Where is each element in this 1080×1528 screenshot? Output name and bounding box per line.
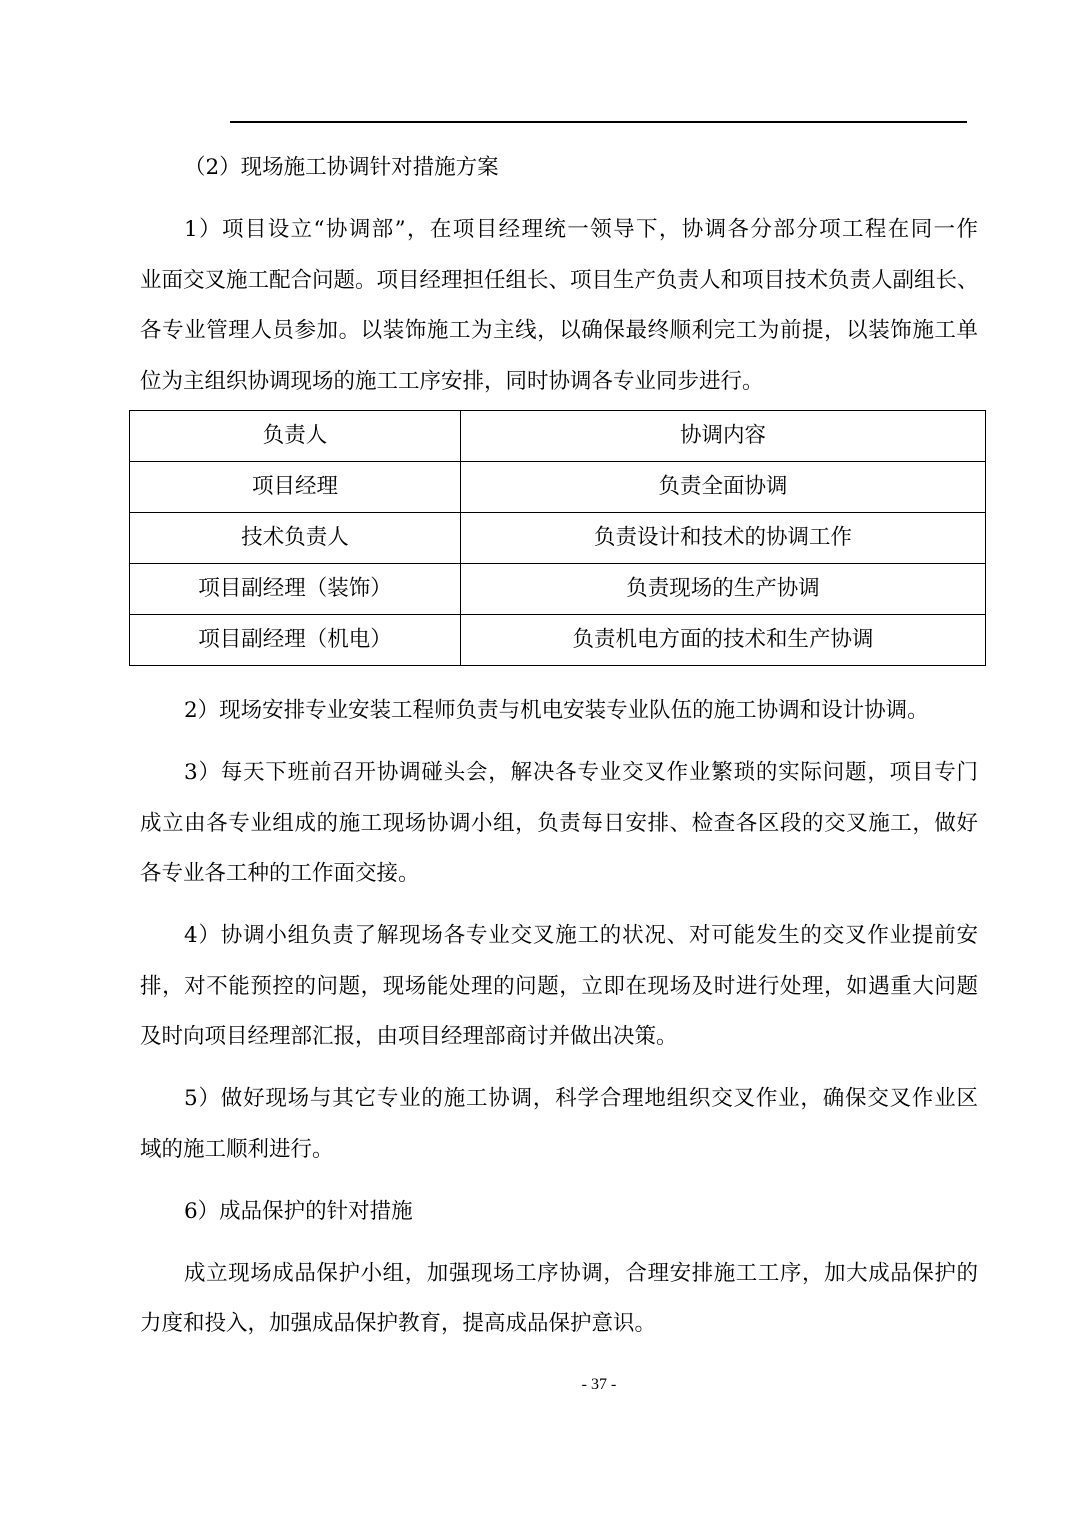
page-number: - 37 - xyxy=(581,1376,617,1393)
paragraph-line: 及时向项目经理部汇报，由项目经理部商讨并做出决策。 xyxy=(140,1024,678,1049)
header-rule xyxy=(230,121,967,123)
paragraph-line: 各专业各工种的工作面交接。 xyxy=(140,861,420,886)
paragraph-item-5 xyxy=(140,1074,978,1175)
section-heading xyxy=(140,143,978,194)
paragraph-line: 成立现场成品保护小组，加强现场工序协调，合理安排施工工序，加大成品保护的 xyxy=(184,1260,978,1286)
section-heading-text: （2）现场施工协调针对措施方案 xyxy=(184,155,499,180)
paragraph-line: 成立由各专业组成的施工现场协调小组，负责每日安排、检查各区段的交叉施工，做好 xyxy=(140,810,978,836)
table-header-row xyxy=(130,411,986,462)
header-content: 协调内容 xyxy=(461,411,986,462)
paragraph-line: 力度和投入，加强成品保护教育，提高成品保护意识。 xyxy=(140,1311,657,1336)
paragraph-line: 6）成品保护的针对措施 xyxy=(184,1198,413,1224)
page-content xyxy=(140,143,978,1361)
cell-content: 负责机电方面的技术和生产协调 xyxy=(461,615,986,666)
paragraph-line: 5）做好现场与其它专业的施工协调，科学合理地组织交叉作业，确保交叉作业区 xyxy=(184,1086,978,1111)
paragraph-line: 1）项目设立“协调部”，在项目经理统一领导下，协调各分部分项工程在同一作 xyxy=(184,217,978,242)
cell-role: 项目经理 xyxy=(130,462,461,513)
table-row xyxy=(130,513,986,564)
coordination-table xyxy=(129,410,986,666)
paragraph-item-4 xyxy=(140,911,978,1063)
paragraph-line: 域的施工顺利进行。 xyxy=(140,1136,334,1162)
cell-content: 负责全面协调 xyxy=(461,462,986,513)
header-role: 负责人 xyxy=(130,411,461,462)
cell-role: 项目副经理（装饰） xyxy=(130,564,461,615)
table-row xyxy=(130,615,986,666)
table-row xyxy=(130,462,986,513)
paragraph-line: 位为主组织协调现场的施工工序安排，同时协调各专业同步进行。 xyxy=(140,368,764,394)
paragraph-line: 业面交叉施工配合问题。项目经理担任组长、项目生产负责人和项目技术负责人副组长、 xyxy=(140,267,979,293)
paragraph-line: 2）现场安排专业安装工程师负责与机电安装专业队伍的施工协调和设计协调。 xyxy=(184,698,929,723)
paragraph-item-1 xyxy=(140,205,978,407)
paragraph-item-6 xyxy=(140,1187,978,1238)
paragraph-line: 排，对不能预控的问题，现场能处理的问题，立即在现场及时进行处理，如遇重大问题 xyxy=(140,973,978,999)
paragraph-item-2 xyxy=(140,686,978,737)
paragraph-item-3 xyxy=(140,748,978,900)
cell-content: 负责现场的生产协调 xyxy=(461,564,986,615)
paragraph-line: 3）每天下班前召开协调碰头会，解决各专业交叉作业繁琐的实际问题，项目专门 xyxy=(184,760,978,785)
cell-role: 项目副经理（机电） xyxy=(130,615,461,666)
paragraph-item-7 xyxy=(140,1249,978,1350)
table-row xyxy=(130,564,986,615)
cell-role: 技术负责人 xyxy=(130,513,461,564)
paragraph-line: 4）协调小组负责了解现场各专业交叉施工的状况、对可能发生的交叉作业提前安 xyxy=(184,923,978,948)
cell-content: 负责设计和技术的协调工作 xyxy=(461,513,986,564)
paragraph-line: 各专业管理人员参加。以装饰施工为主线，以确保最终顺利完工为前提，以装饰施工单 xyxy=(140,318,978,343)
